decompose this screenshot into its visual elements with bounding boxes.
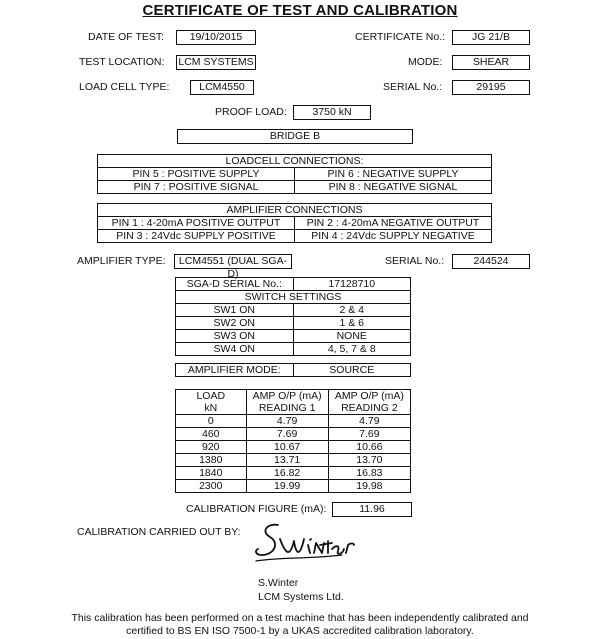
- switch-setting: NONE: [293, 330, 411, 343]
- footer-line-1: This calibration has been performed on a test machine that has been independently calibrated and: [71, 612, 529, 624]
- reading2-cell: 4.79: [328, 415, 410, 428]
- amplifier-mode-label: AMPLIFIER MODE:: [176, 364, 294, 377]
- switch-name: SW4 ON: [176, 343, 294, 356]
- switch-setting: 2 & 4: [293, 304, 411, 317]
- sgad-serial-label: SGA-D SERIAL No.:: [176, 278, 294, 291]
- amplifier-connections-heading: AMPLIFIER CONNECTIONS: [98, 204, 492, 217]
- bridge-box: BRIDGE B: [177, 129, 413, 144]
- switch-name: SW1 ON: [176, 304, 294, 317]
- reading1-cell: 10.67: [246, 441, 328, 454]
- certificate-number-value: JG 21/B: [452, 30, 530, 45]
- test-location-label: TEST LOCATION:: [79, 56, 165, 68]
- reading1-cell: 13.71: [246, 454, 328, 467]
- table-cell: PIN 5 : POSITIVE SUPPLY: [98, 168, 295, 181]
- signatory-name: S.Winter: [258, 577, 299, 589]
- reading1-cell: 7.69: [246, 428, 328, 441]
- mode-value: SHEAR: [452, 55, 530, 70]
- serial-value: 29195: [452, 80, 530, 95]
- table-cell: PIN 3 : 24Vdc SUPPLY POSITIVE: [98, 230, 295, 243]
- load-cell: 920: [176, 441, 247, 454]
- readings-table: [175, 389, 411, 493]
- load-cell: 1840: [176, 467, 247, 480]
- amplifier-serial-value: 244524: [452, 254, 530, 269]
- load-cell: 2300: [176, 480, 247, 493]
- reading1-cell: 4.79: [246, 415, 328, 428]
- load-header: [176, 390, 247, 415]
- amplifier-type-label: AMPLIFIER TYPE:: [77, 255, 166, 267]
- load-header-line2: kN: [204, 402, 218, 414]
- amplifier-type-value: LCM4551 (DUAL SGA-D): [174, 254, 292, 269]
- table-cell: PIN 8 : NEGATIVE SIGNAL: [295, 181, 492, 194]
- reading1-cell: 16.82: [246, 467, 328, 480]
- calibration-by-label: CALIBRATION CARRIED OUT BY:: [77, 526, 241, 538]
- calibration-figure-label: CALIBRATION FIGURE (mA):: [186, 503, 327, 515]
- table-cell: PIN 6 : NEGATIVE SUPPLY: [295, 168, 492, 181]
- amplifier-mode-value: SOURCE: [293, 364, 411, 377]
- table-row: [176, 428, 411, 441]
- switch-setting: 4, 5, 7 & 8: [293, 343, 411, 356]
- reading2-cell: 10.66: [328, 441, 410, 454]
- table-row: [176, 467, 411, 480]
- switch-setting: 1 & 6: [293, 317, 411, 330]
- date-label: DATE OF TEST:: [88, 31, 165, 43]
- date-value: 19/10/2015: [176, 30, 256, 45]
- calibration-figure-value: 11.96: [332, 502, 412, 517]
- loadcell-connections-table: [97, 154, 492, 194]
- switch-settings-heading: SWITCH SETTINGS: [176, 291, 411, 304]
- mode-label: MODE:: [408, 56, 443, 68]
- table-row: [176, 415, 411, 428]
- signatory-company: LCM Systems Ltd.: [258, 591, 344, 603]
- amplifier-mode-table: [175, 363, 411, 377]
- load-cell: 1380: [176, 454, 247, 467]
- reading2-cell: 16.83: [328, 467, 410, 480]
- reading1-header: [246, 390, 328, 415]
- amplifier-serial-label: SERIAL No.:: [385, 255, 445, 267]
- reading2-cell: 7.69: [328, 428, 410, 441]
- signature-image: [250, 515, 360, 565]
- reading2-header: [328, 390, 410, 415]
- switch-name: SW3 ON: [176, 330, 294, 343]
- proof-load-value: 3750 kN: [293, 105, 371, 120]
- reading2-header-line1: AMP O/P (mA): [334, 390, 404, 402]
- table-cell: PIN 2 : 4-20mA NEGATIVE OUTPUT: [295, 217, 492, 230]
- load-cell: 460: [176, 428, 247, 441]
- load-cell: 0: [176, 415, 247, 428]
- amplifier-connections-table: [97, 203, 492, 243]
- switch-name: SW2 ON: [176, 317, 294, 330]
- table-cell: PIN 4 : 24Vdc SUPPLY NEGATIVE: [295, 230, 492, 243]
- reading2-header-line2: READING 2: [341, 402, 398, 414]
- test-location-value: LCM SYSTEMS: [176, 55, 256, 70]
- loadcell-connections-heading: LOADCELL CONNECTIONS:: [98, 155, 492, 168]
- reading1-cell: 19.99: [246, 480, 328, 493]
- table-cell: PIN 1 : 4-20mA POSITIVE OUTPUT: [98, 217, 295, 230]
- proof-load-label: PROOF LOAD:: [215, 106, 287, 118]
- reading1-header-line1: AMP O/P (mA): [252, 390, 322, 402]
- table-row: [176, 480, 411, 493]
- table-row: [176, 454, 411, 467]
- footer-line-2: certified to BS EN ISO 7500-1 by a UKAS accredited calibration laboratory.: [126, 625, 474, 637]
- serial-label: SERIAL No.:: [383, 81, 443, 93]
- load-header-line1: LOAD: [196, 390, 226, 402]
- reading1-header-line2: READING 1: [258, 402, 316, 414]
- load-cell-type-label: LOAD CELL TYPE:: [79, 81, 170, 93]
- switch-settings-table: [175, 277, 411, 356]
- certificate-title: CERTIFICATE OF TEST AND CALIBRATION: [142, 2, 458, 19]
- reading2-cell: 19.98: [328, 480, 410, 493]
- table-cell: PIN 7 : POSITIVE SIGNAL: [98, 181, 295, 194]
- load-cell-type-value: LCM4550: [190, 80, 254, 95]
- table-row: [176, 441, 411, 454]
- certificate-number-label: CERTIFICATE No.:: [355, 31, 446, 43]
- sgad-serial-value: 17128710: [293, 278, 411, 291]
- reading2-cell: 13.70: [328, 454, 410, 467]
